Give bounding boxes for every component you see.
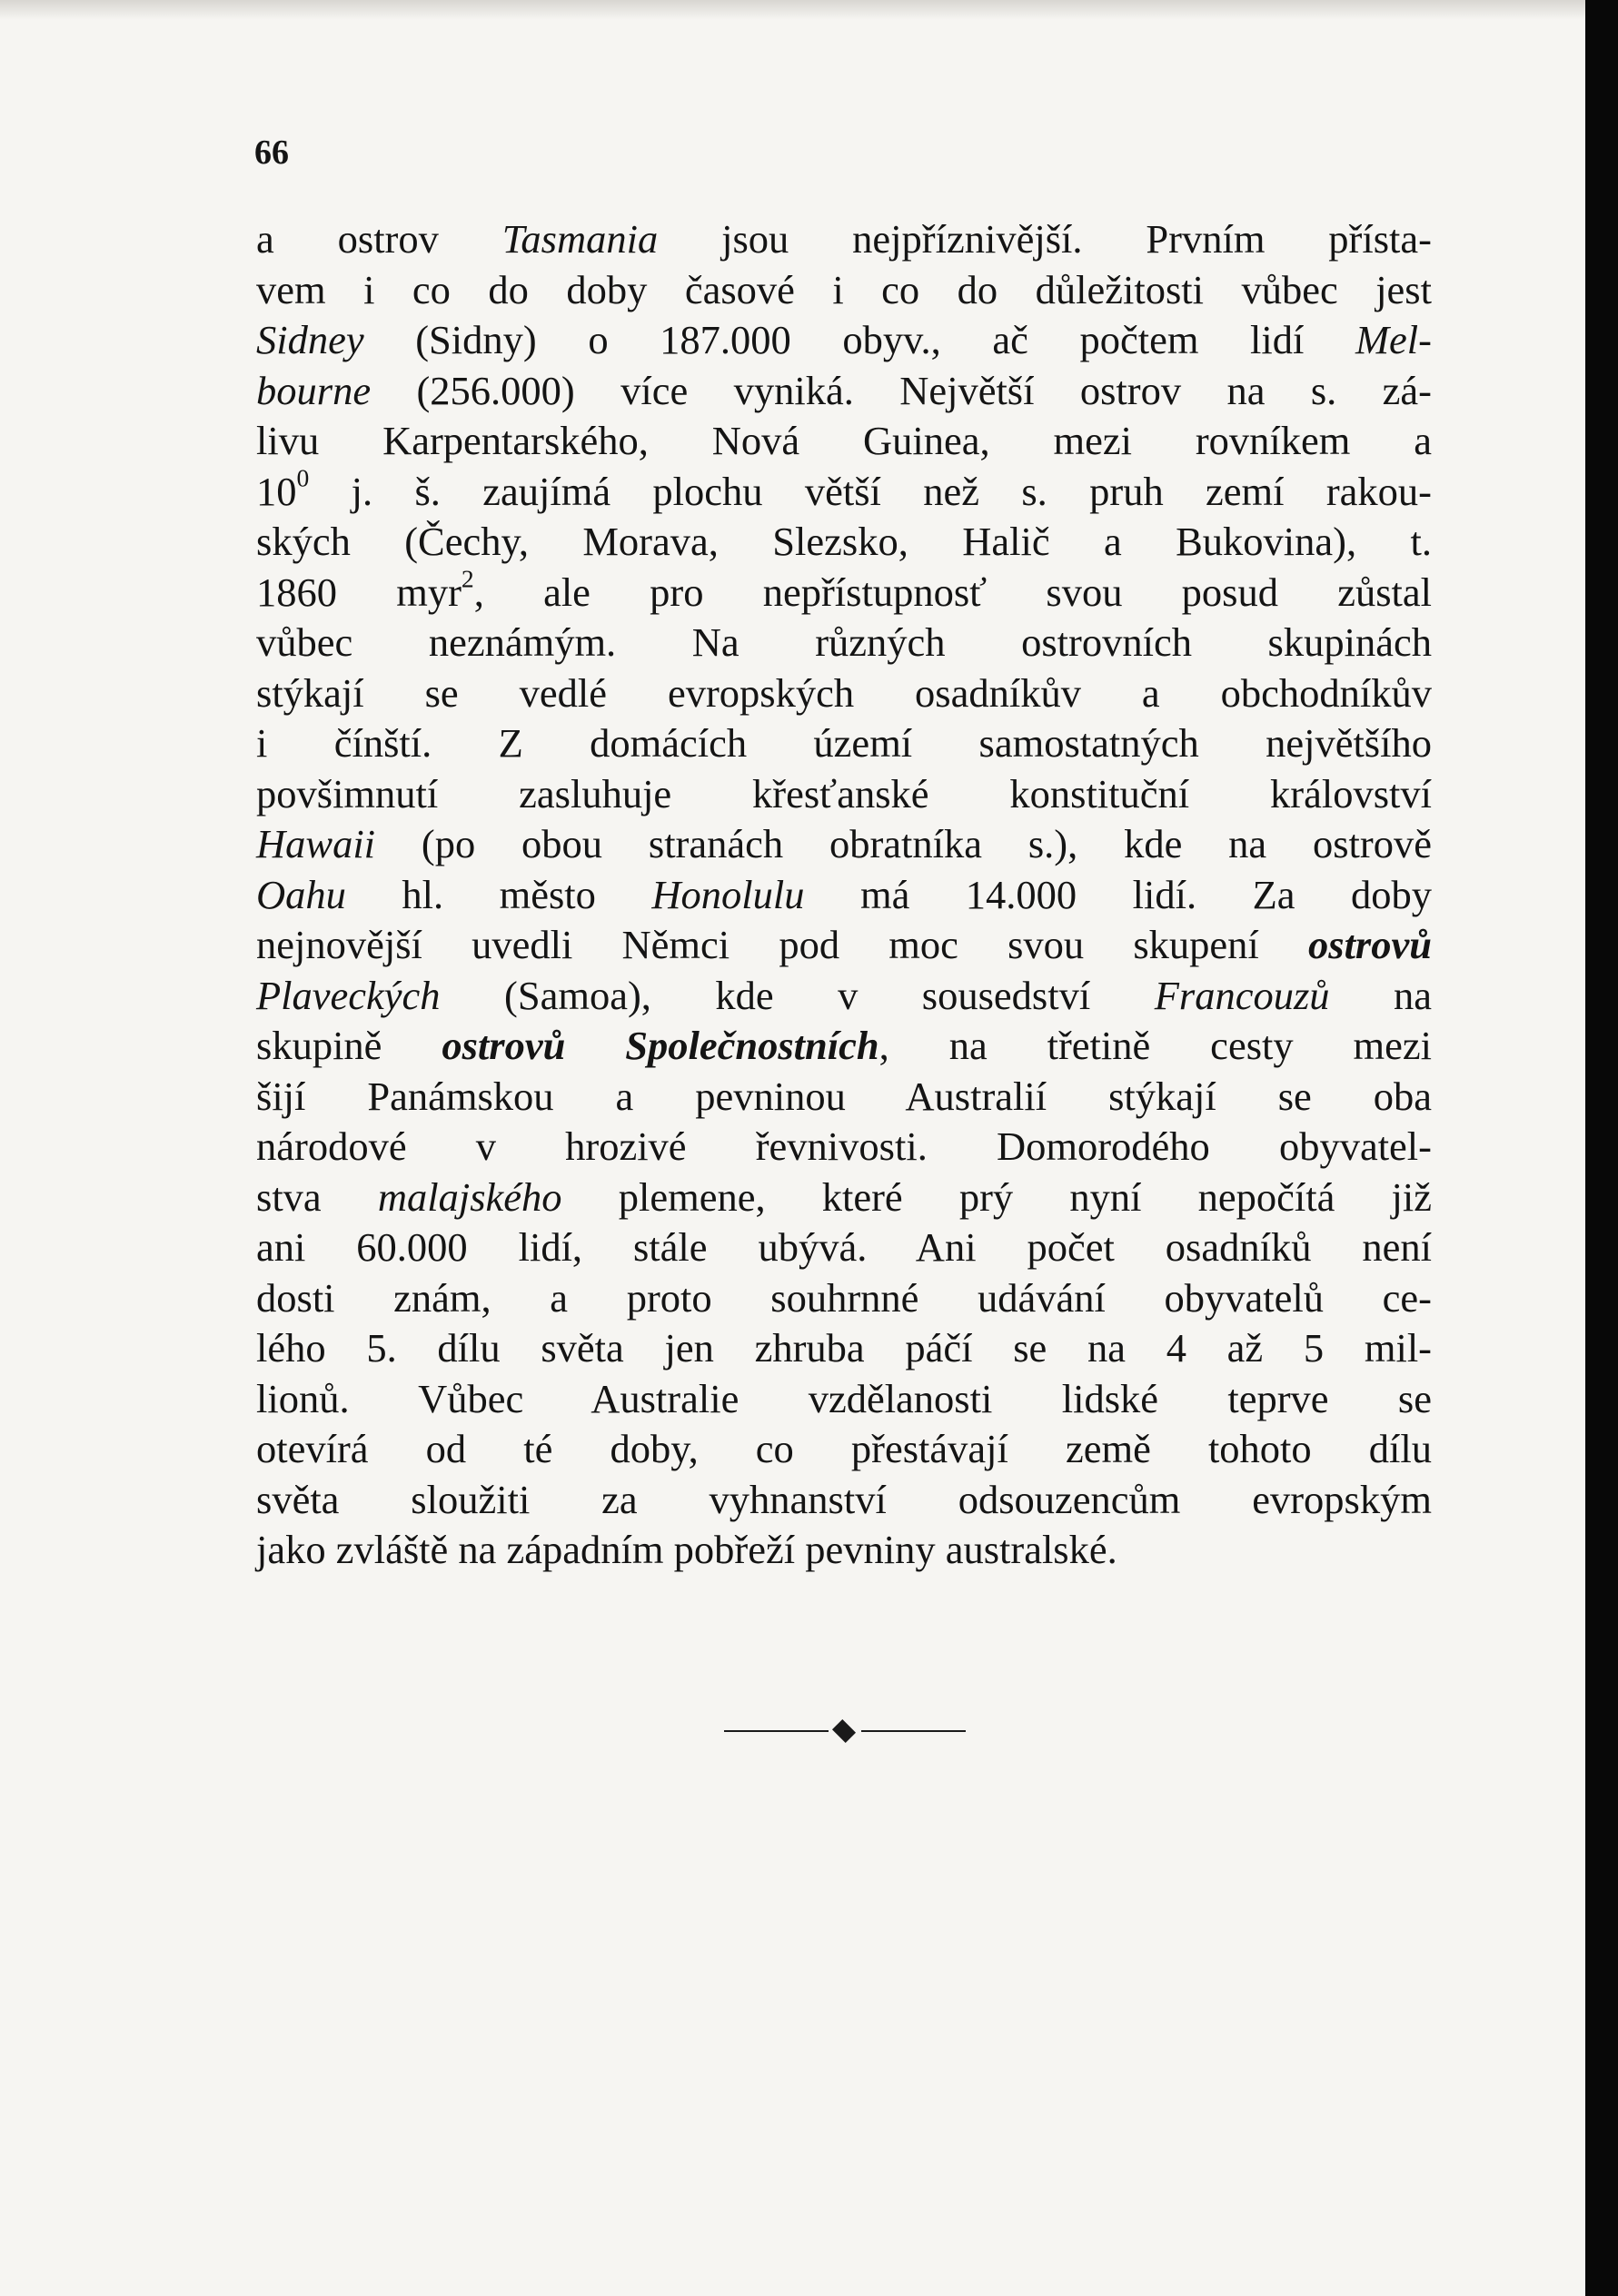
text-run: i čínští. Z domácích území samostatných největšího [256,720,1432,766]
text-run: nejnovější uvedli Němci pod moc svou skupení [256,922,1308,967]
text-line [256,315,1432,366]
text-line [256,517,1432,568]
text-line [256,718,1432,769]
text-run: stva [256,1173,378,1220]
text-run: (Samoa), kde v sousedství [440,972,1155,1018]
text-line [256,1021,1432,1072]
text-line [256,618,1432,668]
emphasis-run: Honolulu [651,871,805,917]
text-run: skupině [256,1023,442,1068]
text-run: otevírá od té doby, co přestávají země tohoto dílu [256,1426,1432,1471]
text-run: lého 5. dílu světa jen zhruba páčí se na 4 až 5 mil- [256,1325,1432,1371]
text-run: (Sidny) o 187.000 obyv., ač počtem lidí [363,317,1355,362]
text-line [256,214,1432,265]
scan-right-border [1585,0,1618,2296]
emphasis-run: Sidney [256,317,364,362]
ornament-right-rule [861,1730,966,1732]
text-run: , na třetině cesty mezi [878,1023,1433,1068]
text-run: vůbec neznámým. Na různých ostrovních skupinách [256,619,1432,665]
body-text [256,214,1432,1576]
text-line [256,1323,1432,1374]
emphasis-run: Plaveckých [256,972,441,1018]
ornament-diamond-icon [832,1719,856,1743]
emphasis-run: Mel- [1355,317,1432,362]
text-line [256,563,1433,619]
emphasis-run: Hawaii [256,821,376,866]
text-run: na [1329,972,1432,1018]
text-line [256,870,1432,921]
text-run: livu Karpentarského, Nová Guinea, mezi rovníkem a [256,418,1432,463]
text-run: dosti znám, a proto souhrnné udávání obyvatelů ce- [256,1274,1432,1321]
page-number: 66 [254,134,289,172]
text-run: (po obou stranách obratníka s.), kde na ostrově [375,821,1432,866]
superscript: 2 [461,563,474,592]
text-line [256,819,1432,870]
text-run: lionů. Vůbec Australie vzdělanosti lidské teprve se [256,1375,1432,1421]
emphasis-run: Oahu [256,871,346,917]
text-line [256,366,1432,417]
text-line [256,1374,1432,1425]
text-run: 1860 myr [256,569,462,615]
emphasis-run: ostrovů [1308,922,1432,967]
text-run: stýkají se vedlé evropských osadníkův a obchodníkův [256,669,1432,716]
text-line [256,1122,1432,1173]
text-line [256,668,1432,719]
text-run: ských (Čechy, Morava, Slezsko, Halič a Bukovina), t. [256,519,1432,564]
page-top-edge [0,0,1585,20]
text-run: , ale pro nepřístupnosť svou posud zůstal [473,569,1433,615]
text-line [256,1525,1432,1576]
text-line [256,462,1432,518]
text-run: j. š. zaujímá plochu větší než s. pruh zemí rakou- [309,468,1432,514]
text-line [256,769,1432,820]
text-run: plemene, které prý nyní nepočítá již [561,1173,1432,1220]
text-line [256,1222,1432,1273]
emphasis-run: Tasmania [501,216,659,262]
text-run: světa sloužiti za vyhnanství odsouzencům evropským [256,1476,1432,1522]
text-line [256,1273,1432,1324]
emphasis-run: ostrovů Společnostních [442,1023,879,1068]
ornament-left-rule [724,1730,829,1732]
superscript: 0 [296,462,310,491]
text-run: ani 60.000 lidí, stále ubývá. Ani počet osadníků není [256,1224,1432,1270]
text-run: jako zvláště na západním pobřeží pevniny australské. [256,1527,1117,1572]
text-line [256,1475,1432,1526]
text-run: (256.000) více vyniká. Největší ostrov na s. zá- [371,367,1432,413]
text-run: povšimnutí zasluhuje křesťanské konstituční království [256,770,1432,816]
text-run: šijí Panámskou a pevninou Australií stýkají se oba [256,1073,1432,1119]
text-run: 10 [256,468,297,514]
text-line [256,920,1432,971]
text-run: národové v hrozivé řevnivosti. Domorodého obyvatel- [256,1123,1432,1169]
text-line [256,1072,1432,1123]
text-line [256,416,1432,467]
text-line [256,1173,1432,1223]
text-line [256,971,1432,1022]
text-run: jsou nejpříznivější. Prvním přísta- [658,216,1432,262]
text-run: a ostrov [256,216,502,262]
text-line [256,265,1432,316]
emphasis-run: bourne [256,367,372,413]
emphasis-run: malajského [377,1173,562,1220]
section-end-ornament [724,1720,966,1742]
text-run: má 14.000 lidí. Za doby [804,871,1432,917]
emphasis-run: Francouzů [1154,972,1330,1018]
text-line [256,1424,1432,1475]
text-run: hl. město [345,871,652,917]
text-run: vem i co do doby časové i co do důležitosti vůbec jest [256,266,1432,312]
